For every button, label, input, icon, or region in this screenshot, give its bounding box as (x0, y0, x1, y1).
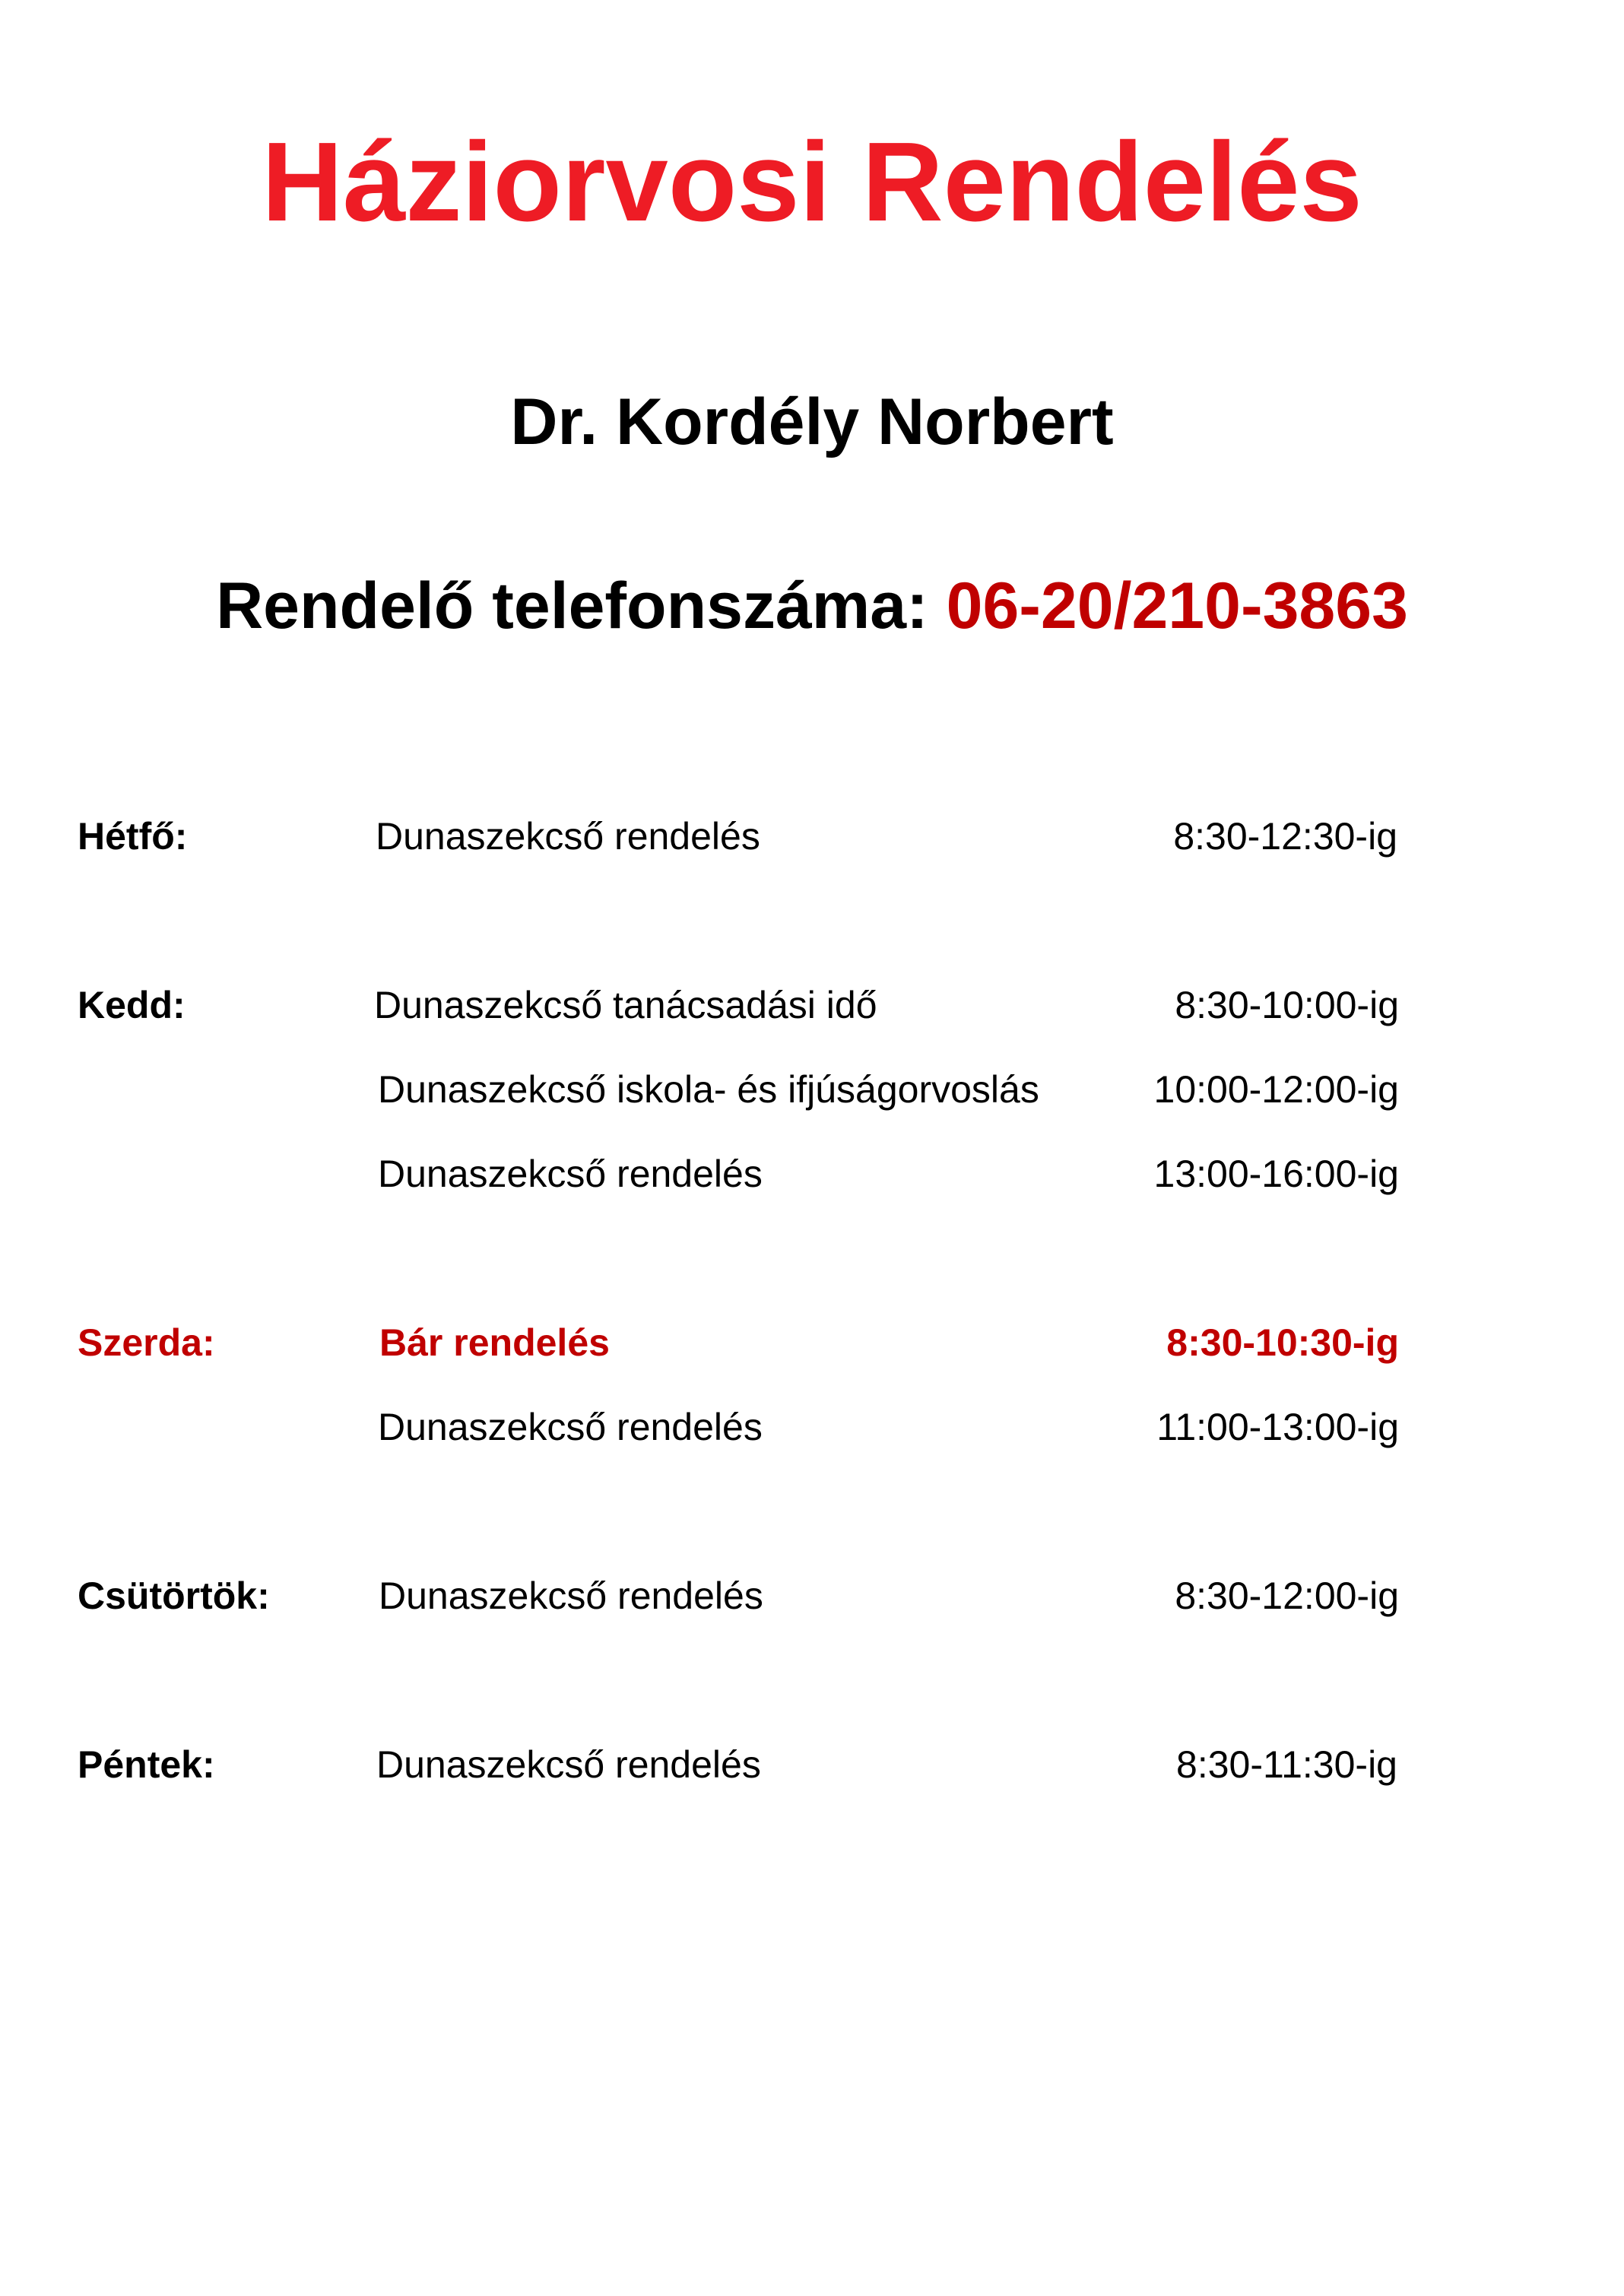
day-label: Szerda: (78, 1321, 215, 1364)
page-title: Háziorvosi Rendelés (262, 119, 1362, 245)
service-label: Dunaszekcső rendelés (379, 1575, 763, 1617)
schedule-row (0, 1397, 1624, 1457)
service-label: Dunaszekcső rendelés (378, 1153, 763, 1195)
schedule-row (0, 1143, 1624, 1204)
time-range: 8:30-11:30-ig (1176, 1743, 1397, 1786)
time-range: 8:30-10:30-ig (1166, 1321, 1399, 1364)
phone-line (0, 564, 1624, 648)
service-label: Dunaszekcső rendelés (378, 1406, 763, 1448)
service-label: Dunaszekcső rendelés (376, 1743, 761, 1786)
time-range: 13:00-16:00-ig (1153, 1153, 1399, 1195)
day-label: Hétfő: (78, 815, 188, 858)
service-label: Dunaszekcső rendelés (376, 815, 760, 858)
schedule-row (0, 1565, 1624, 1626)
service-label: Dunaszekcső iskola- és ifjúságorvoslás (378, 1068, 1039, 1111)
schedule-row (0, 1059, 1624, 1120)
time-range: 8:30-10:00-ig (1175, 984, 1399, 1026)
time-range: 10:00-12:00-ig (1153, 1068, 1399, 1111)
doctor-name: Dr. Kordély Norbert (510, 385, 1114, 458)
schedule-row (0, 1312, 1624, 1373)
time-range: 8:30-12:30-ig (1173, 815, 1397, 858)
schedule-row (0, 806, 1624, 867)
time-range: 8:30-12:00-ig (1175, 1575, 1399, 1617)
service-label: Bár rendelés (379, 1321, 610, 1364)
service-label: Dunaszekcső tanácsadási idő (374, 984, 877, 1026)
time-range: 11:00-13:00-ig (1156, 1406, 1399, 1448)
schedule-row (0, 975, 1624, 1035)
schedule-row (0, 1734, 1624, 1795)
day-label: Kedd: (78, 984, 186, 1026)
phone-number: 06-20/210-3863 (946, 569, 1408, 642)
phone-label: Rendelő telefonszáma: (216, 569, 947, 642)
day-label: Csütörtök: (78, 1575, 270, 1617)
day-label: Péntek: (78, 1743, 215, 1786)
